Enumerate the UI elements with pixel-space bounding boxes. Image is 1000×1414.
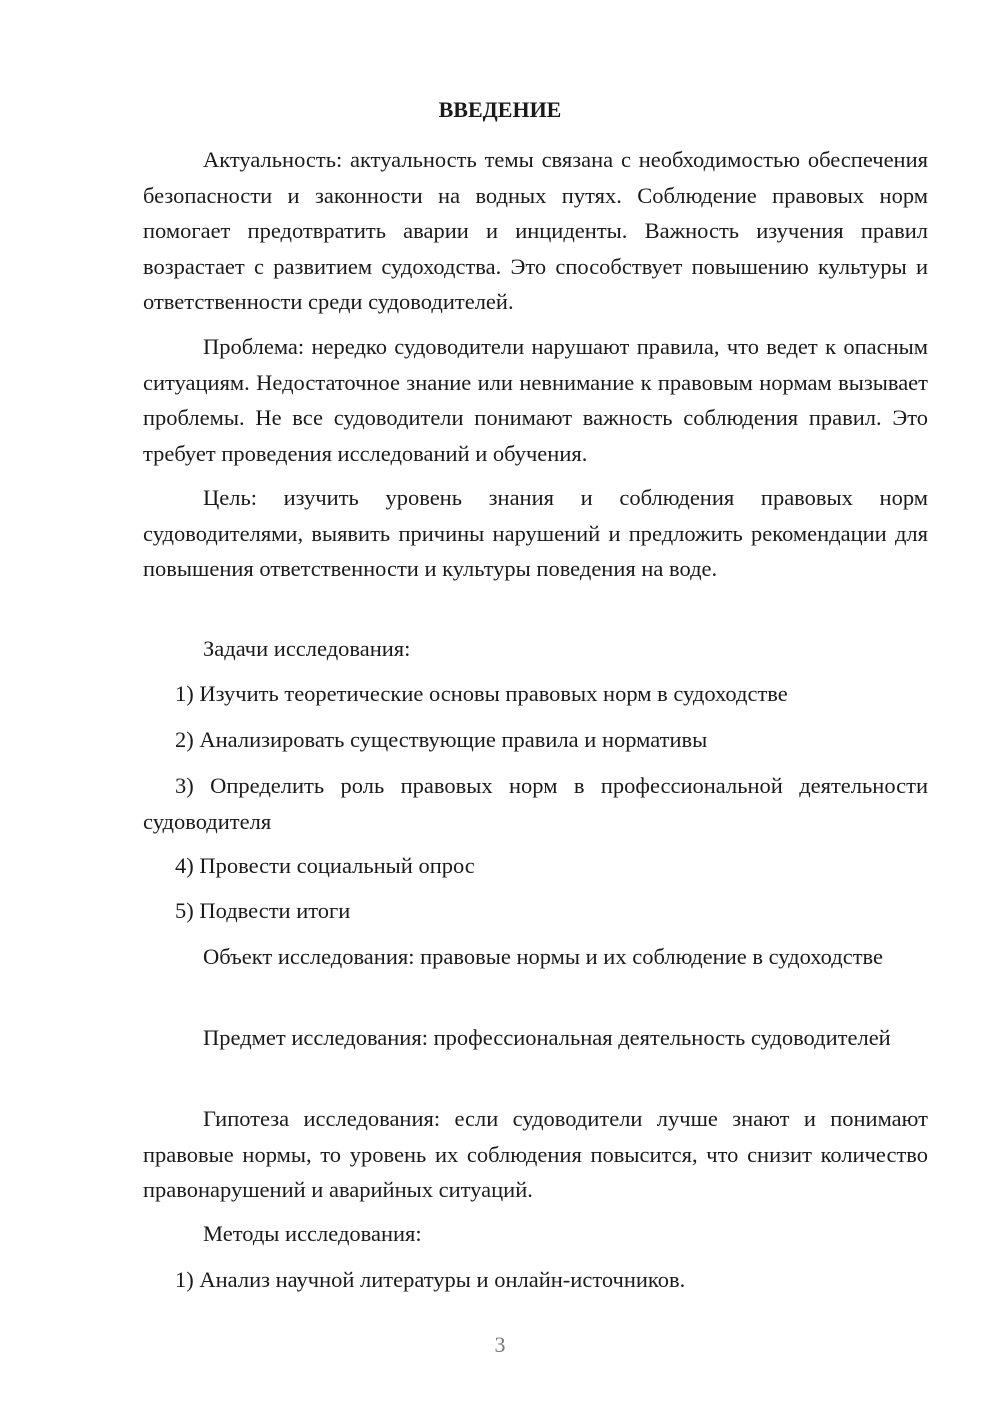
goal-paragraph: Цель: изучить уровень знания и соблюдения правовых норм судоводителями, выявить причины нарушений и предложить рекомендации для повышения ответственности и культуры поведения на воде.	[143, 485, 928, 581]
tasks-title: Задачи исследования:	[203, 636, 411, 661]
object-paragraph: Объект исследования: правовые нормы и их соблюдение в судоходстве	[203, 944, 884, 969]
subject-paragraph: Предмет исследования: профессиональная деятельность судоводителей	[203, 1025, 891, 1050]
task-item-3: 3) Определить роль правовых норм в профессиональной деятельности судоводителя	[143, 773, 928, 834]
task-item-2: 2) Анализировать существующие правила и нормативы	[175, 727, 708, 752]
task-item-1: 1) Изучить теоретические основы правовых норм в судоходстве	[175, 681, 788, 706]
problem-paragraph: Проблема: нередко судоводители нарушают правила, что ведет к опасным ситуациям. Недостаточное знание или невнимание к правовым нормам вызывает проблемы. Не все судоводители понимают важность соблюдения правил. Это требует проведения исследований и обучения.	[143, 334, 928, 466]
hypothesis-paragraph: Гипотеза исследования: если судоводители лучше знают и понимают правовые нормы, то уровень их соблюдения повысится, что снизит количество правонарушений и аварийных ситуаций.	[143, 1106, 928, 1202]
page-number: 3	[494, 1332, 506, 1357]
task-item-4: 4) Провести социальный опрос	[175, 853, 475, 878]
task-item-5: 5) Подвести итоги	[175, 898, 351, 923]
method-item-1: 1) Анализ научной литературы и онлайн-источников.	[175, 1267, 686, 1292]
relevance-paragraph: Актуальность: актуальность темы связана с необходимостью обеспечения безопасности и законности на водных путях. Соблюдение правовых норм помогает предотвратить аварии и инциденты. Важность изучения правил возрастает с развитием судоходства. Это способствует повышению культуры и ответственности среди судоводителей.	[143, 147, 928, 314]
methods-title: Методы исследования:	[203, 1221, 422, 1246]
section-heading: ВВЕДЕНИЕ	[438, 97, 562, 122]
